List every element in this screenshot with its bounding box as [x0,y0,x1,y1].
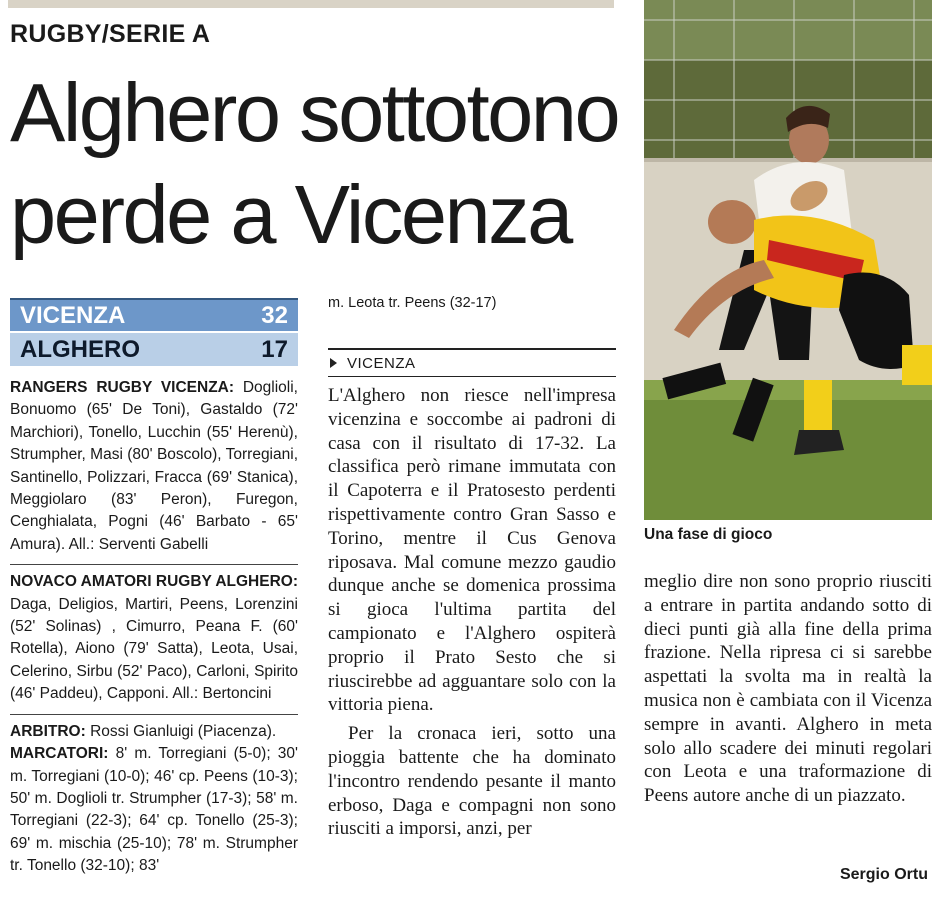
vicenza-lineup [10,377,298,556]
triangle-icon [330,358,337,368]
alghero-lineup [10,571,298,705]
author-byline: Sergio Ortu [839,866,928,883]
away-team-score: 17 [261,335,288,363]
top-color-bar [8,0,614,8]
alghero-lineup-text: Daga, Deligios, Martiri, Peens, Lorenzini (52' Solinas) , Cimurro, Peana F. (60' Rotella), Aiono (79' Satta), Leota, Usai, Celerino, Sirbu (52' Paco), Carloni, Spirito (46' Paddeu), Capponi. All.: Bertoncini [10,595,298,703]
rugby-photo [644,0,932,520]
article-paragraph-3: meglio dire non sono proprio riusciti a entrare in partita andando sotto di dieci punti già alla fine della prima frazione. Nella ripresa ci si sarebbe aspettati la svolta ma in realtà la musica non è cambiata con il Vicenza sempre in avanti. Alghero in meta solo allo scadere dei minuti regolari con Leota e una traformazione di Peens autore anche di un piazzato. [644,571,932,807]
divider [10,714,298,715]
scoreboard-home [10,298,298,331]
scoreboard-away [10,333,298,366]
article-section-header [328,348,616,377]
referee [10,721,298,743]
article-column-3 [644,570,932,808]
headline-line-1: Alghero sottotono [10,66,619,159]
home-team-name: VICENZA [20,301,126,329]
section-kicker: RUGBY/SERIE A [10,20,211,48]
scorers-text: 8' m. Torregiani (5-0); 30' m. Torregiani (10-0); 46' cp. Peens (10-3); 50' m. Doglioli tr. Strumpher (17-3); 58' m. Torregiani (22-3); 64' cp. Tonello (25-3); 69' m. mischia (25-10); 78' m. Strumpher tr. Tonello (32-10); 83' [10,745,298,875]
home-team-score: 32 [261,301,288,329]
referee-label: ARBITRO: [10,722,86,740]
photo-caption: Una fase di gioco [644,526,773,543]
scorers-label: MARCATORI: [10,745,109,763]
scorers-continuation: m. Leota tr. Peens (32-17) [328,295,497,311]
away-team-name: ALGHERO [20,335,140,363]
rugby-photo-illustration [644,0,932,520]
vicenza-lineup-label: RANGERS RUGBY VICENZA: [10,379,235,396]
headline [10,62,630,266]
alghero-lineup-label: NOVACO AMATORI RUGBY ALGHERO: [10,573,298,591]
lineups-column [10,377,298,878]
vicenza-lineup-text: Doglioli, Bonuomo (65' De Toni), Gastaldo (72' Marchiori), Tonello, Lucchin (55' Herenù), Strumpher, Masi (80' Boscolo), Torregiani, Santinello, Polizzari, Fracca (69' Stanica), Meggiolaro (83' Peron), Furegon, Cenghialata, Pogni (46' Barbato - 65' Amura). All.: Serventi Gabelli [10,379,298,553]
article-column-2 [328,384,616,841]
article-paragraph-2: Per la cronaca ieri, sotto una pioggia battente che ha dominato l'incontro rendendo pesante il manto erboso, Daga e compagni non sono riusciti a imporsi, anzi, per [328,723,616,840]
headline-line-2: perde a Vicenza [10,168,571,261]
divider [10,564,298,565]
article-paragraph-1: L'Alghero non riesce nell'impresa vicenzina e soccombe ai padroni di casa con il risultato di 17-32. La classifica però rimane immutata con il Capoterra e il Pratosesto perdenti rispettivamente contro Gran Sasso e Torino, mentre il Cus Genova riposava. Mal comune mezzo gaudio dunque anche se domenica prossima si gioca l'ultima partita del campionato e l'Alghero ospiterà proprio il Prato Sesto che si riuscirebbe ad agguantare solo con la vittoria piena. [328,385,616,716]
section-label: VICENZA [347,354,416,372]
referee-text: Rossi Gianluigi (Piacenza). [85,722,277,740]
scorers [10,743,298,877]
